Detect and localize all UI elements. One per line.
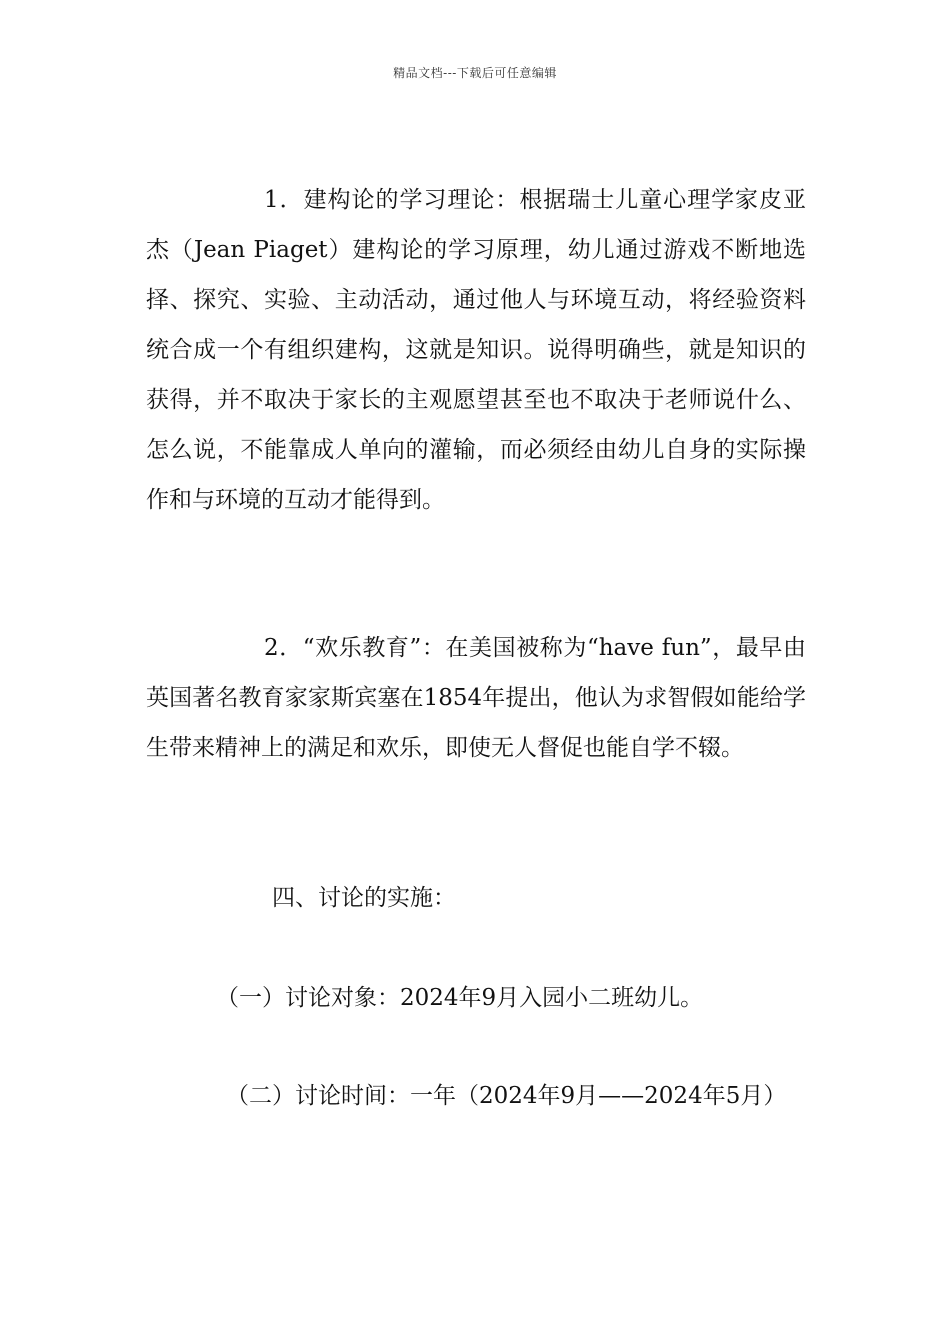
page-header: 精品文档---下载后可任意编辑 (393, 66, 557, 80)
section-heading-implementation: 四、讨论的实施： (272, 885, 456, 911)
item-research-subject: （一）讨论对象：2024年9月入园小二班幼儿。 (216, 985, 704, 1011)
paragraph-happy-education: 2．“欢乐教育”：在美国被称为“have fun”，最早由英国著名教育家家斯宾塞在1854年提出，他认为求智假如能给学生带来精神上的满足和欢乐，即使无人督促也能自学不辍。 (146, 635, 806, 761)
item-research-time: （二）讨论时间：一年（2024年9月——2024年5月） (226, 1083, 787, 1109)
paragraph-constructivism: 1．建构论的学习理论：根据瑞士儿童心理学家皮亚杰（Jean Piaget）建构论的学习原理，幼儿通过游戏不断地选择、探究、实验、主动活动，通过他人与环境互动，将经验资料统合成一个有组织建构，这就是知识。说得明确些，就是知识的获得，并不取决于家长的主观愿望甚至也不取决于老师说什么、怎么说，不能靠成人单向的灌输，而必须经由幼儿自身的实际操作和与环境的互动才能得到。 (146, 187, 806, 513)
